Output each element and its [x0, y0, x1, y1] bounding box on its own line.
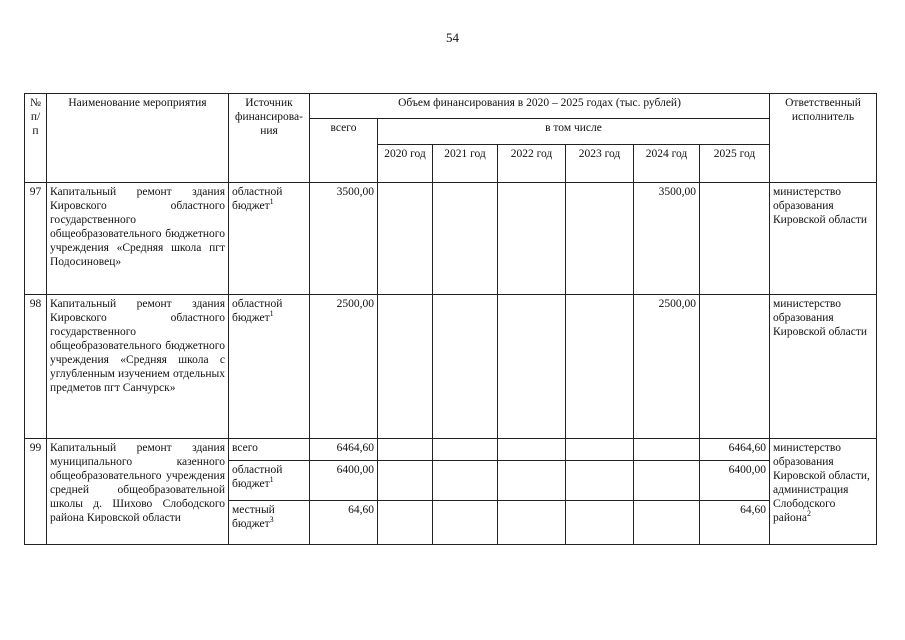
row-number: 99 [25, 439, 47, 545]
row-value [566, 501, 634, 545]
row-number: 97 [25, 183, 47, 295]
row-value [378, 461, 433, 501]
row-value: 3500,00 [634, 183, 700, 295]
row-value [700, 295, 770, 439]
header-number: № п/п [25, 94, 47, 183]
row-value: 6464,60 [700, 439, 770, 461]
table-row [25, 295, 877, 439]
source-label: местный бюджет [232, 504, 275, 530]
row-name: Капитальный ремонт здания Кировского областного государственного общеобразовательного бюджетного учреждения «Средняя школа пгт Подосиновец» [47, 183, 229, 295]
row-number: 98 [25, 295, 47, 439]
row-source [229, 501, 310, 545]
header-year: 2024 год [634, 145, 700, 183]
row-value: 6400,00 [700, 461, 770, 501]
row-value [498, 461, 566, 501]
row-value [498, 295, 566, 439]
row-value [566, 183, 634, 295]
header-year: 2020 год [378, 145, 433, 183]
footnote-mark: 1 [269, 309, 274, 319]
row-value [700, 183, 770, 295]
row-value [634, 461, 700, 501]
row-value [498, 501, 566, 545]
row-value: 64,60 [700, 501, 770, 545]
header-total: всего [310, 119, 378, 183]
row-value [433, 439, 498, 461]
row-value [498, 183, 566, 295]
source-label: областной бюджет [232, 298, 283, 324]
source-label: областной бюджет [232, 186, 283, 212]
row-value: 2500,00 [634, 295, 700, 439]
header-including: в том числе [378, 119, 770, 145]
page-number: 54 [446, 30, 459, 45]
row-value [566, 295, 634, 439]
header-year: 2021 год [433, 145, 498, 183]
header-source: Источник финансирова-ния [229, 94, 310, 183]
row-value [634, 501, 700, 545]
header-year: 2022 год [498, 145, 566, 183]
row-total: 3500,00 [310, 183, 378, 295]
row-responsible: министерство образования Кировской области [770, 295, 877, 439]
row-value [433, 295, 498, 439]
footnote-mark: 1 [269, 475, 274, 485]
header-volume: Объем финансирования в 2020 – 2025 годах (тыс. рублей) [310, 94, 770, 119]
row-source [229, 439, 310, 461]
row-value [498, 439, 566, 461]
table-row [25, 439, 877, 461]
footnote-mark: 2 [807, 509, 812, 519]
row-total: 64,60 [310, 501, 378, 545]
row-source [229, 461, 310, 501]
header-year: 2025 год [700, 145, 770, 183]
row-source [229, 183, 310, 295]
responsible-text: министерство образования Кировской области, администрация Слободского района [773, 442, 870, 524]
source-label: областной бюджет [232, 464, 283, 490]
row-value [433, 183, 498, 295]
row-value [378, 501, 433, 545]
footnote-mark: 3 [269, 515, 274, 525]
row-value [378, 295, 433, 439]
row-responsible [770, 439, 877, 545]
row-value [566, 461, 634, 501]
row-name: Капитальный ремонт здания Кировского областного государственного общеобразовательного бюджетного учреждения «Средняя школа с углубленным изучением отдельных предметов пгт Санчурск» [47, 295, 229, 439]
row-value [378, 183, 433, 295]
row-value [433, 461, 498, 501]
row-value [433, 501, 498, 545]
row-total: 6400,00 [310, 461, 378, 501]
row-value [378, 439, 433, 461]
footnote-mark: 1 [269, 197, 274, 207]
table-row [25, 183, 877, 295]
financing-table [24, 93, 877, 545]
row-total: 2500,00 [310, 295, 378, 439]
row-responsible: министерство образования Кировской области [770, 183, 877, 295]
header-name: Наименование мероприятия [47, 94, 229, 183]
row-total: 6464,60 [310, 439, 378, 461]
row-value [566, 439, 634, 461]
source-label: всего [232, 442, 258, 454]
row-source [229, 295, 310, 439]
row-value [634, 439, 700, 461]
row-name: Капитальный ремонт здания муниципального казенного общеобразовательного учреждения средней общеобразовательной школы д. Шихово Слободского района Кировской области [47, 439, 229, 545]
header-responsible: Ответственный исполнитель [770, 94, 877, 183]
header-year: 2023 год [566, 145, 634, 183]
